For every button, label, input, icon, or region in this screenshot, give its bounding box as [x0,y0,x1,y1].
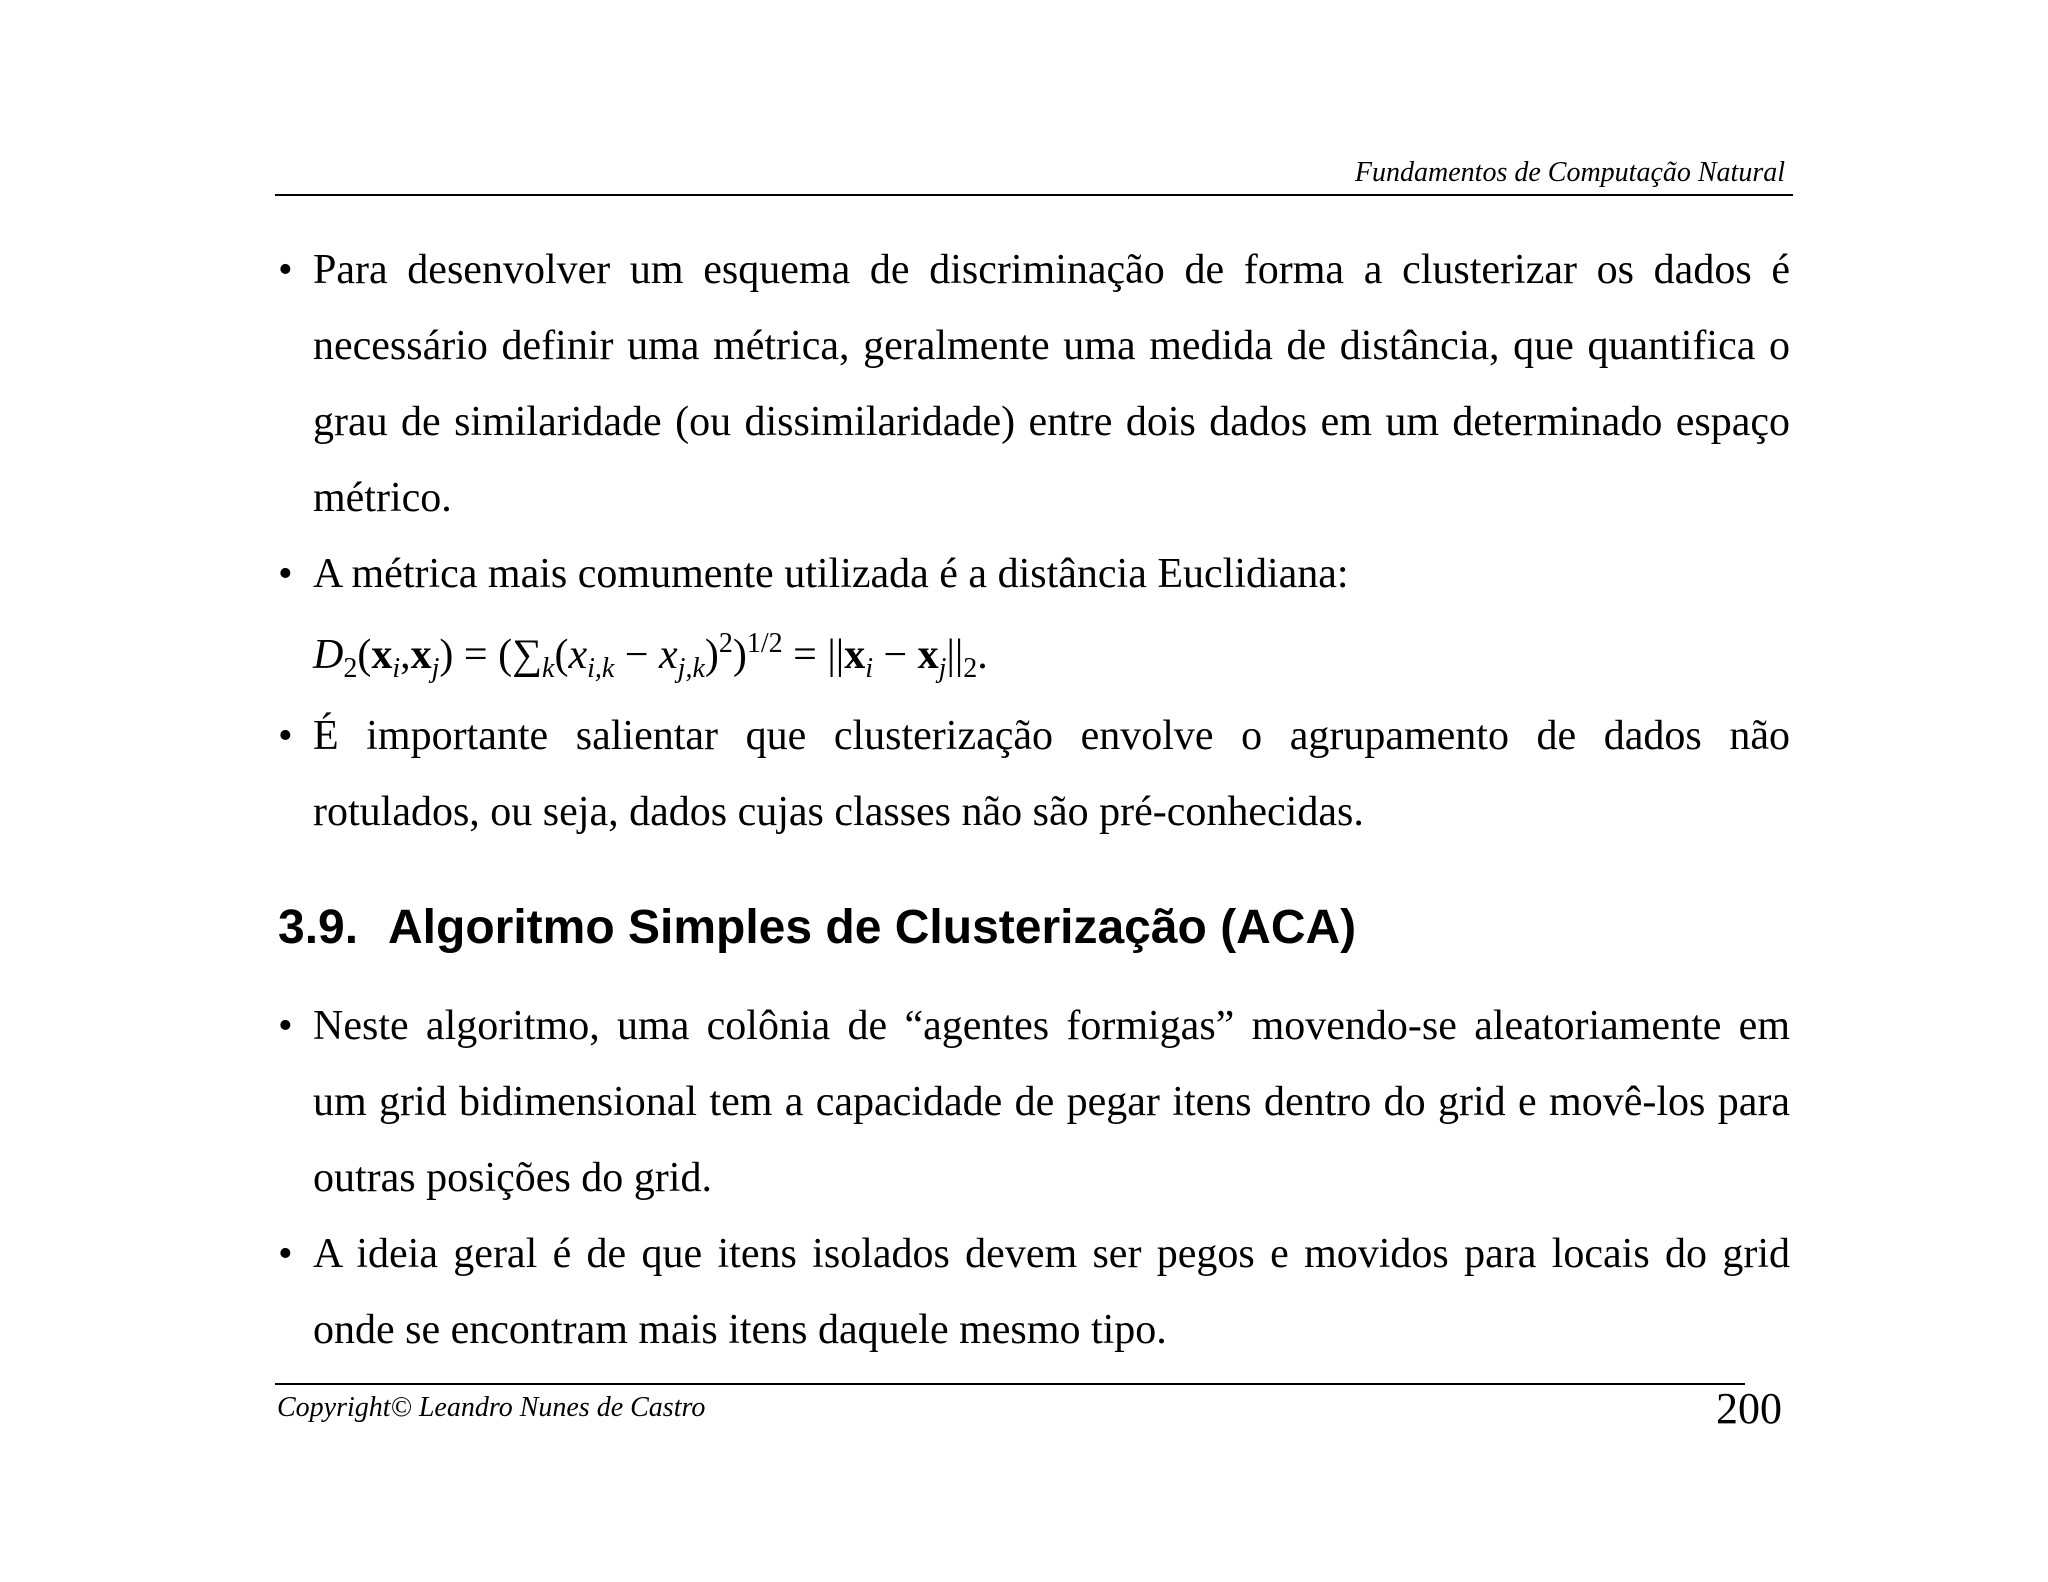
formula-part: i,k [587,653,615,684]
section-number: 3.9. [278,901,359,954]
bullet-item-unlabeled [278,698,1790,850]
formula-part: , [400,632,411,678]
formula-part: ) [732,632,747,678]
bullet-text: A ideia geral é de que itens isolados devem ser pegos e movidos para locais do grid onde se encontram mais itens daquele mesmo tipo. [313,1231,1790,1353]
euclidean-distance-formula [278,612,1790,698]
formula-part: j,k [677,653,705,684]
section-heading [278,898,1790,958]
formula-part: 2 [963,653,978,684]
formula-part: x [410,632,432,678]
bullet-text: Neste algoritmo, uma colônia de “agentes formigas” movendo-se aleatoriamente em um grid bidimensional tem a capacidade de pegar itens dentro do grid e movê-los para outras posições do grid. [313,1003,1790,1201]
header-title: Fundamentos de Computação Natural [1354,157,1785,188]
formula-part: ( [554,632,569,678]
formula-part: x [659,632,678,678]
bullet-dot: • [278,1003,293,1049]
bullet-text: A métrica mais comumente utilizada é a distância Euclidiana: [313,551,1349,597]
page-number: 200 [1716,1384,1782,1433]
formula-part: j [431,653,440,684]
bullet-item-general-idea [278,1216,1790,1368]
formula-part: D [313,632,344,678]
formula-part: ( [357,632,372,678]
formula-part: 2 [343,653,358,684]
formula-part: x [371,632,393,678]
page-footer [275,1383,1745,1423]
formula-part: j [938,653,947,684]
formula-part: k [542,653,555,684]
formula-part: = || [782,632,845,678]
bullet-item-metric [278,232,1790,536]
bullet-text: Para desenvolver um esquema de discriminação de forma a clusterizar os dados é necessário definir uma métrica, geralmente uma medida de distância, que quantifica o grau de similaridade (ou dissimilaridade) entre dois dados em um determinado espaço métrico. [313,247,1790,521]
formula-part: x [917,632,939,678]
bullet-item-euclidean [278,536,1790,612]
bullet-dot: • [278,1231,293,1277]
formula-part: || [946,632,964,678]
formula-part: ) [704,632,719,678]
formula-part: − [614,632,660,678]
bullet-dot: • [278,551,293,597]
bullet-dot: • [278,247,293,293]
formula-part: 1/2 [746,628,783,659]
bullet-item-algorithm [278,988,1790,1216]
section-title: Algoritmo Simples de Clusterização (ACA) [388,901,1357,954]
formula-part: x [568,632,588,678]
page-header [275,150,1793,196]
formula-part: i [865,653,873,684]
formula-part: i [392,653,401,684]
formula-part: . [977,632,988,678]
footer-copyright: Copyright© Leandro Nunes de Castro [277,1392,706,1423]
formula-part: x [844,632,866,678]
formula-part: 2 [718,628,733,659]
page-content [278,232,1790,1368]
formula-part: − [872,632,918,678]
bullet-text: É importante salientar que clusterização envolve o agrupamento de dados não rotulados, ou seja, dados cujas classes não são pré-conhecidas. [313,713,1790,835]
bullet-dot: • [278,713,293,759]
formula-part: ) = (∑ [439,632,543,678]
